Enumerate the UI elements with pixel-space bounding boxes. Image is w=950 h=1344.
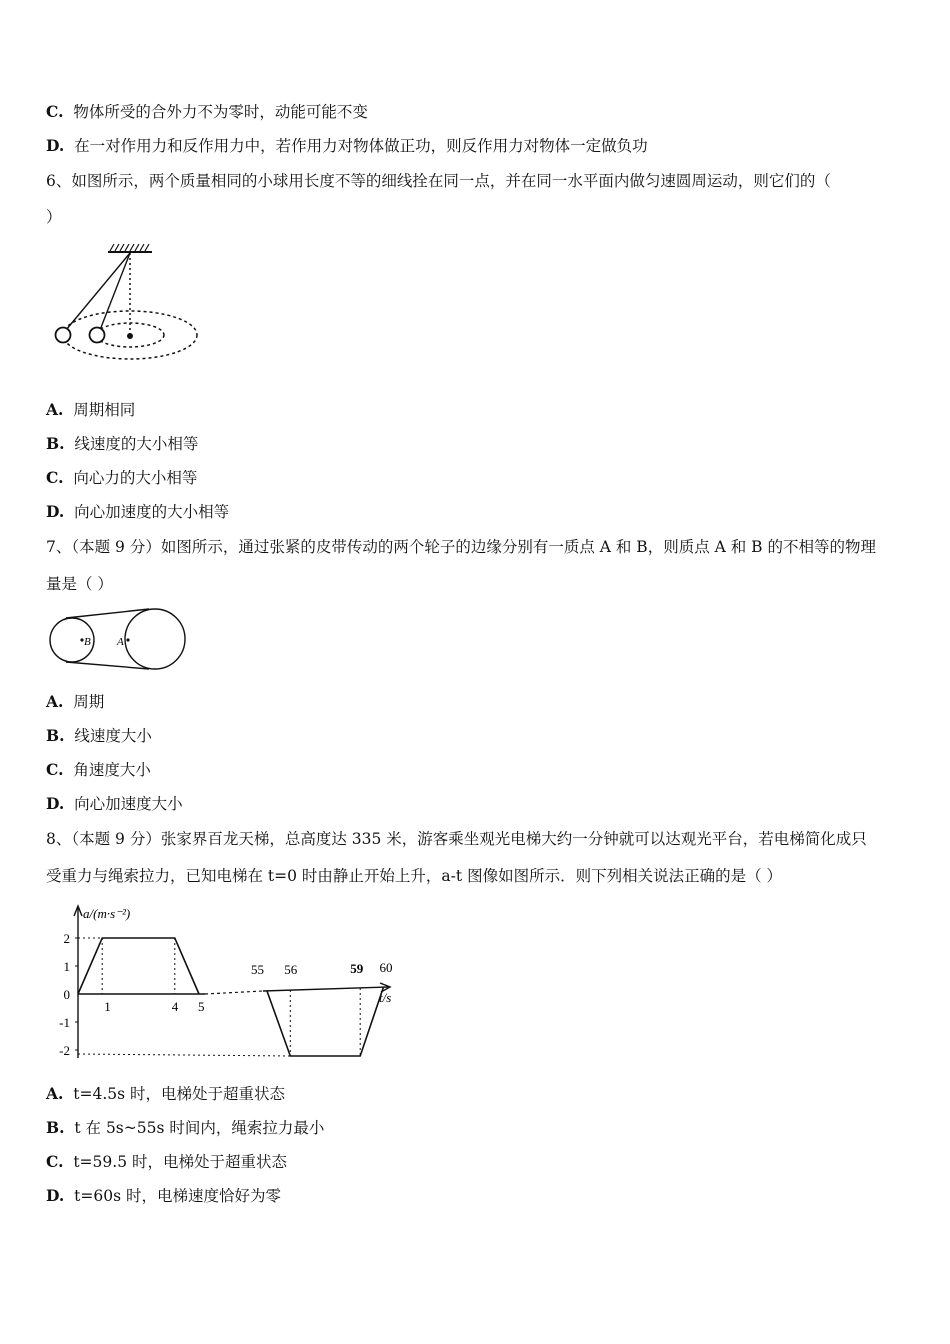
x-tick-label: 55 [251, 962, 264, 977]
option-text: 向心力的大小相等 [73, 469, 198, 487]
y-tick-label: -1 [59, 1015, 70, 1030]
x-tick-label: 56 [284, 962, 298, 977]
x-axis-label: t/s [379, 990, 392, 1005]
q8-option-b [46, 1118, 324, 1138]
q7-option-d [46, 794, 183, 814]
q6-option-b [46, 434, 198, 454]
ball-outer [56, 328, 71, 343]
option-letter: A. [46, 400, 64, 419]
q5-option-c [46, 102, 368, 122]
option-text: 角速度大小 [73, 761, 151, 779]
center-dot [127, 333, 133, 339]
option-letter: D. [46, 136, 65, 155]
option-letter: D. [46, 1186, 65, 1205]
x-tick-label: 4 [171, 999, 179, 1014]
long-string [66, 253, 130, 330]
q7-option-b [46, 726, 152, 746]
x-tick-label: 5 [198, 999, 205, 1014]
q6-stem-line1: 6、如图所示，两个质量相同的小球用长度不等的细线拴在同一点，并在同一水平面内做匀速圆周运动，则它们的（ [46, 172, 831, 190]
belt-top [66, 609, 149, 618]
q6-option-a [46, 400, 135, 420]
option-text: 在一对作用力和反作用力中，若作用力对物体做正功，则反作用力对物体一定做负功 [74, 137, 648, 155]
option-letter: A. [46, 1084, 64, 1103]
option-text: 线速度大小 [74, 727, 152, 745]
option-text: 向心加速度的大小相等 [74, 503, 230, 521]
x-tick-label: 1 [104, 999, 111, 1014]
option-letter: D. [46, 502, 65, 521]
q8-option-c [46, 1152, 287, 1172]
q7-stem-line1: 7、（本题 9 分）如图所示，通过张紧的皮带传动的两个轮子的边缘分别有一质点 A 和 B，则质点 A 和 B 的不相等的物理 [46, 538, 876, 556]
option-text: t=4.5s 时，电梯处于超重状态 [73, 1085, 286, 1103]
q8-stem-line1: 8、（本题 9 分）张家界百龙天梯，总高度达 335 米，游客乘坐观光电梯大约一分钟就可以达观光平台，若电梯简化成只 [46, 830, 867, 848]
option-letter: D. [46, 794, 65, 813]
option-text: 向心加速度大小 [74, 795, 183, 813]
option-letter: B. [46, 1118, 65, 1137]
q8-option-d [46, 1186, 281, 1206]
option-letter: B. [46, 434, 65, 453]
option-letter: C. [46, 1152, 64, 1171]
y-tick-label: -2 [59, 1043, 70, 1058]
option-letter: C. [46, 760, 64, 779]
x-tick-label: 60 [379, 960, 393, 975]
x-tick-label: 59 [350, 961, 364, 976]
option-text: t=59.5 时，电梯处于超重状态 [73, 1153, 287, 1171]
option-text: 周期相同 [73, 401, 136, 419]
y-tick-label: 1 [63, 959, 70, 974]
option-text: 周期 [73, 693, 105, 711]
x-axis-break [205, 991, 263, 994]
y-axis-label: a/(m·s⁻²) [83, 906, 131, 921]
short-string [100, 253, 130, 330]
conical-pendulum-figure [46, 238, 206, 368]
label-a: A [117, 636, 124, 648]
x-axis-part2 [263, 987, 388, 991]
ceiling-hatch [110, 244, 149, 251]
q6-stem-line2: ） [46, 208, 62, 226]
q7-option-c [46, 760, 151, 780]
option-letter: C. [46, 468, 64, 487]
data-line-decel [267, 987, 384, 1056]
q5-option-d [46, 136, 648, 156]
option-text: 物体所受的合外力不为零时，动能可能不变 [73, 103, 368, 121]
large-wheel [125, 609, 185, 669]
data-line-accel [78, 938, 199, 994]
option-text: t 在 5s~55s 时间内，绳索拉力最小 [74, 1119, 325, 1137]
a-t-graph [46, 900, 406, 1070]
option-letter: B. [46, 726, 65, 745]
q6-option-c [46, 468, 197, 488]
q8-stem-line2: 受重力与绳索拉力，已知电梯在 t=0 时由静止开始上升，a-t 图像如图所示．则下列相关说法正确的是（ ） [46, 867, 782, 885]
q7-option-a [46, 692, 104, 712]
belt-pulley-figure [44, 604, 190, 676]
option-text: t=60s 时，电梯速度恰好为零 [74, 1187, 281, 1205]
q7-stem-line2: 量是（ ） [46, 575, 113, 593]
q6-option-d [46, 502, 229, 522]
point-a-dot [126, 638, 129, 641]
option-letter: A. [46, 692, 64, 711]
y-tick-label: 2 [63, 931, 70, 946]
y-tick-label: 0 [63, 987, 70, 1002]
guide-a-minus2 [78, 1054, 290, 1056]
q8-option-a [46, 1084, 285, 1104]
label-b: B [84, 636, 91, 648]
ball-inner [90, 328, 105, 343]
option-letter: C. [46, 102, 64, 121]
option-text: 线速度的大小相等 [74, 435, 199, 453]
